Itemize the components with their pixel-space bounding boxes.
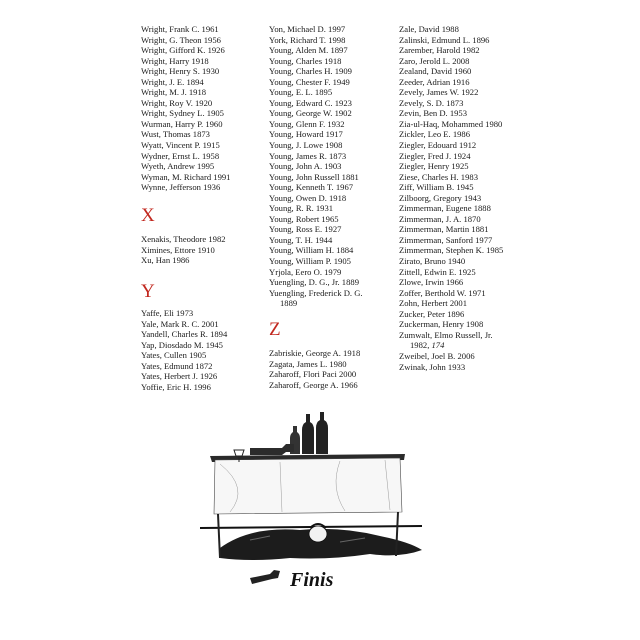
index-entry: Zevin, Ben D. 1953 <box>399 108 468 119</box>
index-entry: Zumwalt, Elmo Russell, Jr. <box>399 329 493 340</box>
index-entry: Yandell, Charles R. 1894 <box>141 329 228 340</box>
index-entry: Young, John A. 1903 <box>269 161 342 172</box>
index-entry: Zweibel, Joel B. 2006 <box>399 350 475 361</box>
index-entry: Zuckerman, Henry 1908 <box>399 319 484 330</box>
index-entry: Xu, Han 1986 <box>141 255 190 266</box>
sleeping-figure <box>220 524 422 560</box>
index-entry: Zwinak, John 1933 <box>399 361 466 372</box>
index-entry: Zeeder, Adrian 1916 <box>399 76 470 87</box>
tablecloth <box>214 458 402 514</box>
index-entry: Wyeth, Andrew 1995 <box>141 161 215 172</box>
x-entries <box>141 234 226 266</box>
floor-bottle <box>250 570 280 584</box>
w-entries <box>141 24 261 193</box>
index-entry: Yap, Diosdado M. 1945 <box>141 339 223 350</box>
index-entry: Wright, Henry S. 1930 <box>141 66 220 77</box>
index-entry: Zevely, S. D. 1873 <box>399 97 464 108</box>
index-entry: Young, Howard 1917 <box>269 129 343 140</box>
index-entry: Zittell, Edwin E. 1925 <box>399 266 476 277</box>
index-entry: Young, Kenneth T. 1967 <box>269 182 354 193</box>
index-entry: Wyman, M. Richard 1991 <box>141 171 231 182</box>
finis-illustration <box>190 408 430 598</box>
section-letter-y: Y <box>141 281 155 302</box>
index-entry: Young, J. Lowe 1908 <box>269 140 343 151</box>
index-entry: Zealand, David 1960 <box>399 66 472 77</box>
index-entry: Zickler, Leo E. 1986 <box>399 129 471 140</box>
index-entry: Wright, Sydney L. 1905 <box>141 108 224 119</box>
index-entry: Zimmerman, Eugene 1888 <box>399 203 491 214</box>
index-entry: Wynne, Jefferson 1936 <box>141 182 221 193</box>
index-entry: Yuengling, Frederick D. G. <box>269 287 363 298</box>
index-entry: Zohn, Herbert 2001 <box>399 298 468 309</box>
index-entry: Wright, Roy V. 1920 <box>141 97 213 108</box>
section-letter-x: X <box>141 205 155 226</box>
index-entry: Young, Alden M. 1897 <box>269 45 348 56</box>
index-entry: Zaharoff, George A. 1966 <box>269 379 358 390</box>
index-entry: Young, Charles 1918 <box>269 55 342 66</box>
index-entry: Young, Glenn F. 1932 <box>269 118 345 129</box>
column-2 <box>269 24 399 390</box>
index-entry: Young, William H. 1884 <box>269 245 354 256</box>
index-entry: Wright, J. E. 1894 <box>141 76 204 87</box>
index-entry: Young, Charles H. 1909 <box>269 66 352 77</box>
index-entry: Young, William P. 1905 <box>269 256 351 267</box>
index-entry: Young, E. L. 1895 <box>269 87 333 98</box>
index-entry: Young, John Russell 1881 <box>269 171 359 182</box>
wine-bottles <box>290 412 328 454</box>
index-entry: Ziff, William B. 1945 <box>399 182 474 193</box>
index-entry: Wydner, Ernst L. 1958 <box>141 150 220 161</box>
index-entry: Zarember, Harold 1982 <box>399 45 480 56</box>
index-entry: Wyatt, Vincent P. 1915 <box>141 140 220 151</box>
index-entry: Yon, Michael D. 1997 <box>269 24 346 34</box>
index-entry: Yaffe, Eli 1973 <box>141 308 194 318</box>
index-entry: Zoffer, Berthold W. 1971 <box>399 287 486 298</box>
index-entry: Zilboorg, Gregory 1943 <box>399 192 482 203</box>
index-entry: Young, R. R. 1931 <box>269 203 334 214</box>
index-entry: Yrjola, Eero O. 1979 <box>269 266 342 277</box>
index-entry: Wright, M. J. 1918 <box>141 87 207 98</box>
index-entry: York, Richard T. 1998 <box>269 34 346 45</box>
index-entry: Wurman, Harry P. 1960 <box>141 118 223 129</box>
index-entry: Yoffie, Eric H. 1996 <box>141 381 211 392</box>
index-entry: Zagata, James L. 1980 <box>269 358 347 369</box>
index-entry: Yuengling, D. G., Jr. 1889 <box>269 277 359 288</box>
column-1 <box>141 24 261 392</box>
y-entries <box>141 308 227 392</box>
index-entry: Zia-ul-Haq, Mohammed 1980 <box>399 118 503 129</box>
z-entries-continued <box>399 24 529 372</box>
index-entry: Ximines, Ettore 1910 <box>141 244 215 255</box>
index-entry: Zevely, James W. 1922 <box>399 87 479 98</box>
index-entry: Young, Ross E. 1927 <box>269 224 342 235</box>
finis-text: Finis <box>290 569 334 591</box>
index-entry: Wright, Gifford K. 1926 <box>141 45 225 56</box>
index-entry: Young, Edward C. 1923 <box>269 97 352 108</box>
section-letter-z: Z <box>269 319 281 340</box>
index-entry: 1982, 174 <box>410 340 445 351</box>
index-entry: Zabriskie, George A. 1918 <box>269 348 361 358</box>
index-entry: Ziegler, Edouard 1912 <box>399 140 477 151</box>
index-entry: Zaharoff, Flori Paci 2000 <box>269 369 357 380</box>
index-entry: Zimmerman, J. A. 1870 <box>399 213 481 224</box>
index-entry: Zaro, Jerold L. 2008 <box>399 55 470 66</box>
index-entry: Zimmerman, Stephen K. 1985 <box>399 245 504 256</box>
index-entry: Ziegler, Fred J. 1924 <box>399 150 471 161</box>
index-entry: Zimmerman, Martin 1881 <box>399 224 489 235</box>
column-3 <box>399 24 529 372</box>
index-entry: Young, T. H. 1944 <box>269 234 333 245</box>
index-entry: Young, Chester F. 1949 <box>269 76 350 87</box>
index-entry: Zlowe, Irwin 1966 <box>399 277 464 288</box>
z-entries <box>269 348 360 390</box>
index-entry: Yates, Edmund 1872 <box>141 360 213 371</box>
index-entry: Wright, G. Theon 1956 <box>141 34 221 45</box>
index-entry: Young, Owen D. 1918 <box>269 192 347 203</box>
index-entry: Wust, Thomas 1873 <box>141 129 210 140</box>
index-entry: 1889 <box>280 298 298 309</box>
index-entry: Wright, Frank C. 1961 <box>141 24 219 34</box>
index-entry: Young, Robert 1965 <box>269 213 339 224</box>
index-entry: Zale, David 1988 <box>399 24 459 34</box>
index-entry: Zimmerman, Sanford 1977 <box>399 234 493 245</box>
index-entry: Zucker, Peter 1896 <box>399 308 465 319</box>
index-entry: Yates, Cullen 1905 <box>141 350 207 361</box>
index-entry: Ziese, Charles H. 1983 <box>399 171 478 182</box>
index-entry: Yale, Mark R. C. 2001 <box>141 318 219 329</box>
page-reference: 174 <box>431 340 445 351</box>
index-entry: Zirato, Bruno 1940 <box>399 256 466 267</box>
y-entries-continued <box>269 24 399 309</box>
index-entry: Ziegler, Henry 1925 <box>399 161 469 172</box>
index-entry: Young, James R. 1873 <box>269 150 347 161</box>
index-entry: Young, George W. 1902 <box>269 108 352 119</box>
index-entry: Zalinski, Edmund L. 1896 <box>399 34 490 45</box>
index-entry: Yates, Herbert J. 1926 <box>141 371 218 382</box>
index-entry: Xenakis, Theodore 1982 <box>141 234 226 244</box>
index-entry: Wright, Harry 1918 <box>141 55 209 66</box>
